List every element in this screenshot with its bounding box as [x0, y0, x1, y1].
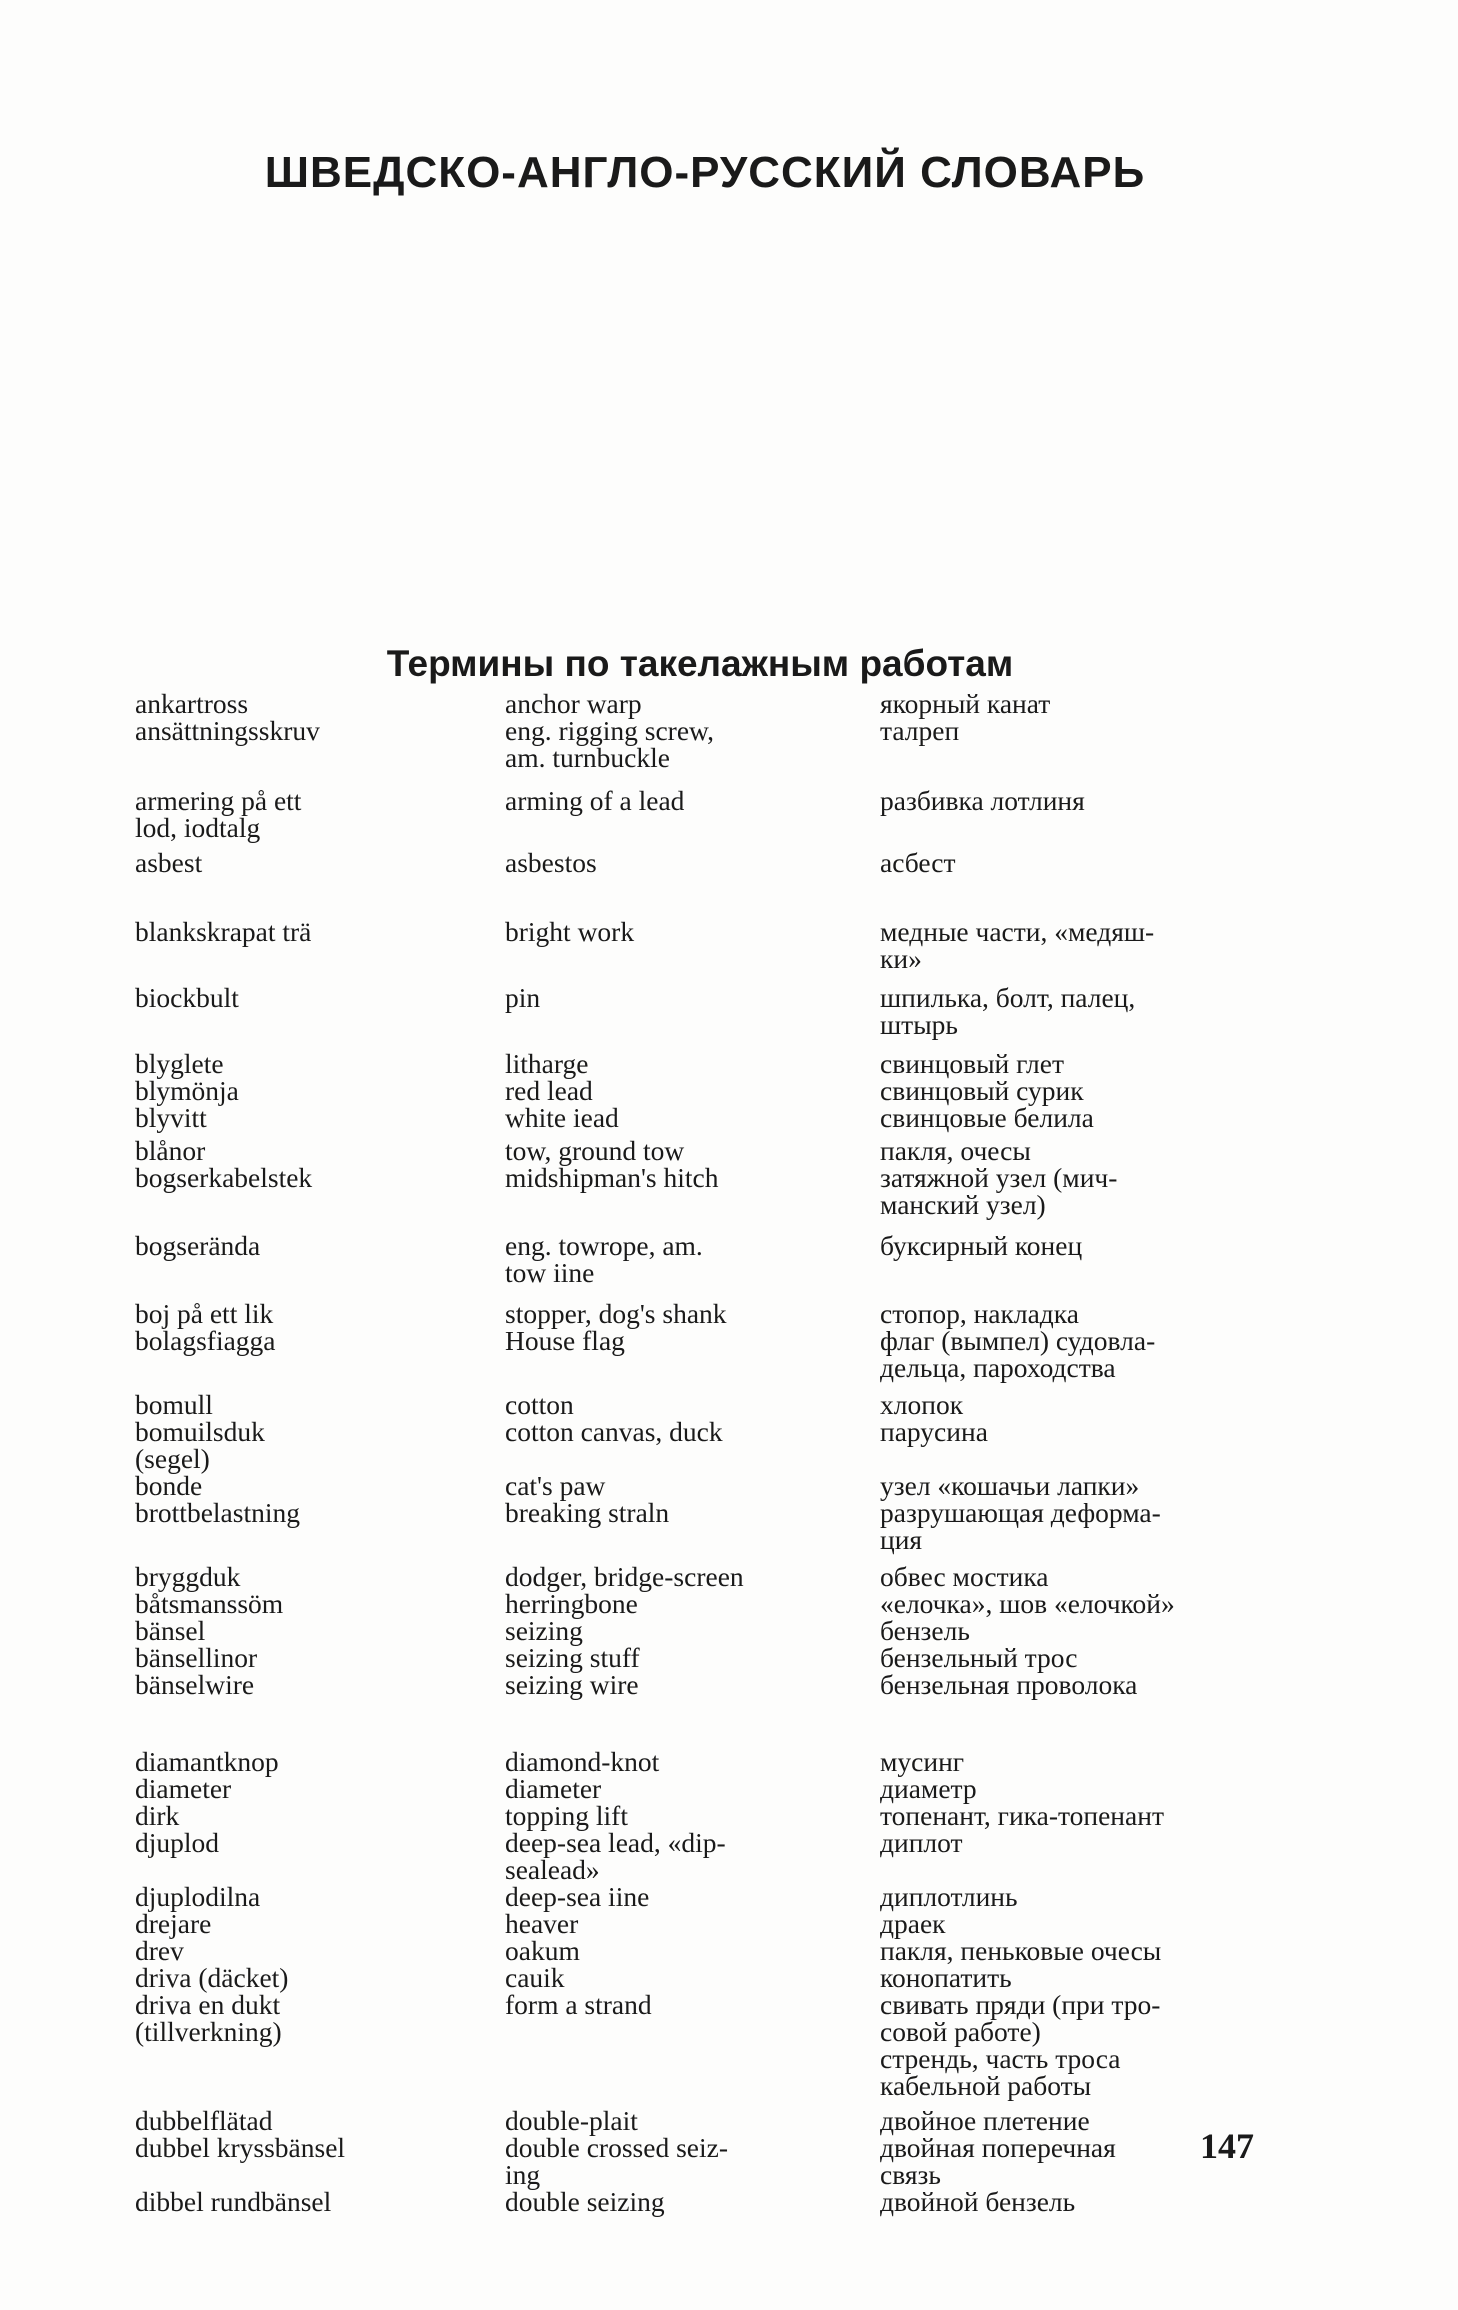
russian-term: драек [880, 1908, 946, 1939]
entry-row [135, 1391, 1265, 1418]
swedish-term: blyglete [135, 1048, 224, 1079]
swedish-term: asbest [135, 847, 203, 878]
russian-term: диплот [880, 1827, 963, 1858]
swedish-term: bänsellinor [135, 1642, 258, 1673]
entry-row [135, 1991, 1265, 2099]
russian-term: якорный канат [880, 688, 1051, 719]
swedish-term: driva (däcket) [135, 1962, 289, 1993]
russian-term: разрушающая деформа- ция [880, 1497, 1161, 1555]
russian-term: затяжной узел (мич- манский узел) [880, 1162, 1118, 1220]
english-term: breaking straln [505, 1497, 670, 1528]
english-term: eng. rigging screw, am. turnbuckle [505, 715, 714, 773]
swedish-term: dubbel kryssbänsel [135, 2132, 346, 2163]
entry-row [135, 690, 1265, 717]
swedish-term: diamantknop [135, 1746, 279, 1777]
english-term: herringbone [505, 1588, 638, 1619]
entry-row [135, 1964, 1265, 1991]
entry-row [135, 717, 1265, 771]
english-term: litharge [505, 1048, 589, 1079]
english-term: red lead [505, 1075, 593, 1106]
swedish-term: blyvitt [135, 1102, 207, 1133]
swedish-term: driva en dukt (tillverkning) [135, 1989, 282, 2047]
english-term: form a strand [505, 1989, 652, 2020]
swedish-term: bogserända [135, 1230, 261, 1261]
entry-row [135, 1937, 1265, 1964]
entry-row [135, 2134, 1265, 2188]
entry-row [135, 1077, 1265, 1104]
russian-term: асбест [880, 847, 956, 878]
entry-row [135, 984, 1265, 1038]
swedish-term: bryggduk [135, 1561, 241, 1592]
russian-term: узел «кошачьи лапки» [880, 1470, 1140, 1501]
russian-term: парусина [880, 1416, 988, 1447]
english-term: stopper, dog's shank [505, 1298, 727, 1329]
entry-row [135, 1590, 1265, 1617]
english-term: deep-sea lead, «dip- sealead» [505, 1827, 726, 1885]
russian-term: диплотлинь [880, 1881, 1018, 1912]
russian-term: свинцовый сурик [880, 1075, 1084, 1106]
page-number: 147 [1200, 2126, 1254, 2166]
entry-row [135, 1802, 1265, 1829]
english-term: cat's paw [505, 1470, 606, 1501]
english-term: seizing wire [505, 1669, 639, 1700]
entry-row [135, 1910, 1265, 1937]
swedish-term: drev [135, 1935, 184, 1966]
glossary-table [135, 690, 1265, 2215]
entry-row [135, 787, 1265, 841]
english-term: topping lift [505, 1800, 628, 1831]
russian-term: стопор, накладка [880, 1298, 1079, 1329]
russian-term: медные части, «медяш- ки» [880, 916, 1155, 974]
russian-term: пакля, пеньковые очесы [880, 1935, 1162, 1966]
swedish-term: blånor [135, 1135, 206, 1166]
russian-term: бензель [880, 1615, 970, 1646]
entry-row [135, 918, 1265, 972]
english-term: midshipman's hitch [505, 1162, 719, 1193]
english-term: tow, ground tow [505, 1135, 685, 1166]
swedish-term: bänselwire [135, 1669, 255, 1700]
section-title: Термины по такелажным работам [386, 642, 1014, 684]
russian-term: хлопок [880, 1389, 964, 1420]
russian-term: двойной бензель [880, 2186, 1076, 2217]
swedish-term: djuplod [135, 1827, 220, 1858]
russian-term: бензельная проволока [880, 1669, 1138, 1700]
swedish-term: blymönja [135, 1075, 239, 1106]
russian-term: буксирный конец [880, 1230, 1083, 1261]
russian-term: двойное плетение [880, 2105, 1090, 2136]
entry-row [135, 1232, 1265, 1286]
entry-row [135, 1499, 1265, 1553]
swedish-term: ankartross [135, 688, 249, 719]
swedish-term: dubbelflätad [135, 2105, 273, 2136]
swedish-term: ansättningsskruv [135, 715, 320, 746]
swedish-term: bomull [135, 1389, 213, 1420]
english-term: eng. towrope, am. tow iine [505, 1230, 703, 1288]
swedish-term: bogserkabelstek [135, 1162, 313, 1193]
entry-row [135, 1671, 1265, 1698]
swedish-term: bomuilsduk (segel) [135, 1416, 265, 1474]
english-term: seizing stuff [505, 1642, 640, 1673]
english-term: arming of a lead [505, 785, 685, 816]
english-term: double-plait [505, 2105, 638, 2136]
swedish-term: diameter [135, 1773, 232, 1804]
russian-term: свинцовые белила [880, 1102, 1094, 1133]
english-term: cotton [505, 1389, 574, 1420]
english-term: cotton canvas, duck [505, 1416, 723, 1447]
swedish-term: brottbelastning [135, 1497, 300, 1528]
russian-term: свивать пряди (при тро- совой работе) стрендь, часть троса кабельной работы [880, 1989, 1161, 2101]
english-term: bright work [505, 916, 635, 947]
entry-row [135, 1775, 1265, 1802]
english-term: oakum [505, 1935, 580, 1966]
russian-term: обвес мостика [880, 1561, 1049, 1592]
entry-row [135, 1137, 1265, 1164]
english-term: double seizing [505, 2186, 665, 2217]
entry-row [135, 1829, 1265, 1883]
russian-term: «елочка», шов «елочкой» [880, 1588, 1175, 1619]
russian-term: шпилька, болт, палец, штырь [880, 982, 1136, 1040]
entry-row [135, 1472, 1265, 1499]
entry-row [135, 1327, 1265, 1381]
swedish-term: dibbel rundbänsel [135, 2186, 332, 2217]
entry-row [135, 1050, 1265, 1077]
russian-term: диаметр [880, 1773, 977, 1804]
swedish-term: blankskrapat trä [135, 916, 312, 947]
swedish-term: biockbult [135, 982, 239, 1013]
entry-row [135, 849, 1265, 876]
russian-term: мусинг [880, 1746, 965, 1777]
swedish-term: båtsmanssöm [135, 1588, 284, 1619]
entry-row [135, 1617, 1265, 1644]
russian-term: бензельный трос [880, 1642, 1078, 1673]
swedish-term: bänsel [135, 1615, 206, 1646]
russian-term: свинцовый глет [880, 1048, 1064, 1079]
russian-term: двойная поперечная связь [880, 2132, 1116, 2190]
entry-row [135, 1104, 1265, 1131]
english-term: dodger, bridge-screen [505, 1561, 744, 1592]
english-term: diameter [505, 1773, 602, 1804]
english-term: diamond-knot [505, 1746, 660, 1777]
swedish-term: djuplodilna [135, 1881, 261, 1912]
entry-row [135, 1418, 1265, 1472]
entry-row [135, 1748, 1265, 1775]
english-term: House flag [505, 1325, 625, 1356]
english-term: heaver [505, 1908, 579, 1939]
book-title: ШВЕДСКО-АНГЛО-РУССКИЙ СЛОВАРЬ [264, 148, 1146, 197]
english-term: pin [505, 982, 541, 1013]
russian-term: пакля, очесы [880, 1135, 1031, 1166]
english-term: white iead [505, 1102, 619, 1133]
swedish-term: drejare [135, 1908, 212, 1939]
english-term: double crossed seiz- ing [505, 2132, 728, 2190]
entry-row [135, 2107, 1265, 2134]
entry-row [135, 2188, 1265, 2215]
english-term: anchor warp [505, 688, 642, 719]
swedish-term: armering på ett lod, iodtalg [135, 785, 302, 843]
entry-row [135, 1883, 1265, 1910]
swedish-term: dirk [135, 1800, 180, 1831]
russian-term: флаг (вымпел) судовла- дельца, пароходства [880, 1325, 1156, 1383]
russian-term: конопатить [880, 1962, 1012, 1993]
entry-row [135, 1563, 1265, 1590]
entry-row [135, 1644, 1265, 1671]
russian-term: топенант, гика-топенант [880, 1800, 1164, 1831]
english-term: seizing [505, 1615, 583, 1646]
english-term: cauik [505, 1962, 565, 1993]
russian-term: разбивка лотлиня [880, 785, 1085, 816]
swedish-term: bolagsfiagga [135, 1325, 276, 1356]
english-term: asbestos [505, 847, 597, 878]
entry-row [135, 1300, 1265, 1327]
swedish-term: bonde [135, 1470, 203, 1501]
russian-term: талреп [880, 715, 960, 746]
english-term: deep-sea iine [505, 1881, 650, 1912]
swedish-term: boj på ett lik [135, 1298, 274, 1329]
entry-row [135, 1164, 1265, 1218]
